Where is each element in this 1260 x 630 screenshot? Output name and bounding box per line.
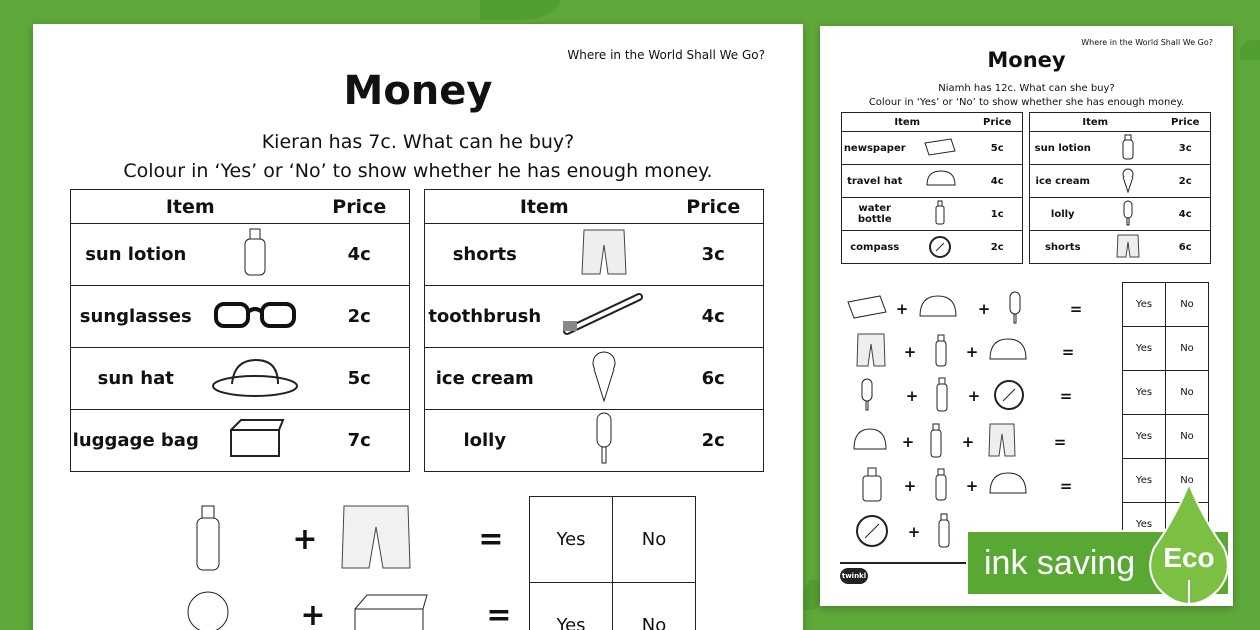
sun-lotion-icon: [193, 502, 223, 576]
item-name: sunglasses: [71, 286, 201, 348]
item-price: 4c: [310, 224, 410, 286]
ice-cream-icon: [545, 348, 664, 410]
sun-lotion-icon: [934, 467, 948, 505]
travel-hat-icon: [850, 425, 890, 459]
yes-option[interactable]: Yes: [1123, 283, 1166, 327]
header-item: Item: [71, 190, 310, 224]
plus-sign: +: [905, 387, 919, 405]
twinkl-logo: twinkl: [840, 568, 868, 584]
yes-option[interactable]: Yes: [1123, 371, 1166, 415]
item-price: 4c: [1161, 198, 1211, 231]
shorts-icon: [988, 422, 1016, 462]
sun-hat-icon: [201, 348, 310, 410]
badge-text: ink saving: [984, 543, 1136, 582]
yes-option[interactable]: Yes: [1123, 327, 1166, 371]
plus-sign: +: [292, 521, 318, 557]
plus-sign: +: [903, 477, 917, 495]
page-title: Money: [987, 48, 1066, 72]
equals-sign: =: [478, 521, 504, 557]
plus-sign: +: [903, 343, 917, 361]
item-price: 2c: [1161, 165, 1211, 198]
answer-box-1: [529, 496, 696, 630]
item-name: sun hat: [71, 348, 201, 410]
no-option[interactable]: No: [613, 497, 696, 583]
item-price: 5c: [973, 132, 1023, 165]
item-name: toothbrush: [425, 286, 545, 348]
item-price: 5c: [310, 348, 410, 410]
price-table-left: [841, 112, 1023, 264]
shorts-icon: [856, 332, 886, 372]
yes-option[interactable]: Yes: [1123, 415, 1166, 459]
leaf-decoration: [1240, 40, 1260, 60]
plus-sign: +: [300, 597, 326, 630]
equals-sign: =: [1053, 433, 1067, 451]
luggage-bag-icon: [201, 410, 310, 472]
sunglasses-icon: [201, 286, 310, 348]
item-price: 6c: [1161, 231, 1211, 264]
water-bottle-icon: [928, 422, 944, 462]
price-table-left: [70, 189, 410, 472]
sum-row-2: [856, 332, 1082, 372]
item-name: lolly: [425, 410, 545, 472]
no-option[interactable]: No: [1166, 371, 1209, 415]
instruction-line-1: Niamh has 12c. What can she buy?: [938, 83, 1115, 94]
plus-sign: +: [961, 433, 975, 451]
compass-icon: [992, 377, 1026, 415]
item-price: 2c: [973, 231, 1023, 264]
lolly-icon: [1008, 290, 1022, 328]
header-item: Item: [842, 113, 973, 132]
instruction-line-2: Colour in ‘Yes’ or ‘No’ to show whether he has enough money.: [123, 160, 713, 182]
item-name: shorts: [1030, 231, 1096, 264]
header-item: Item: [1030, 113, 1161, 132]
plus-sign: +: [965, 343, 979, 361]
item-name: travel hat: [842, 165, 908, 198]
sum-row-5: [860, 466, 1080, 506]
newspaper-icon: [908, 132, 973, 165]
header-item: Item: [425, 190, 664, 224]
ice-cream-icon: [1096, 165, 1161, 198]
shorts-icon: [341, 503, 411, 575]
sum-row-6: [854, 512, 952, 552]
yes-option[interactable]: Yes: [530, 497, 613, 583]
compass-icon: [854, 512, 890, 552]
plus-sign: +: [967, 387, 981, 405]
no-option[interactable]: No: [1166, 327, 1209, 371]
header-price: Price: [1161, 113, 1211, 132]
item-name: newspaper: [842, 132, 908, 165]
water-bottle-icon: [908, 198, 973, 231]
equals-sign: =: [1069, 300, 1083, 318]
sun-lotion-icon: [1096, 132, 1161, 165]
sum-row-2: [185, 588, 529, 630]
equals-sign: =: [1061, 343, 1075, 361]
plus-sign: +: [977, 300, 991, 318]
luggage-bag-icon: [349, 593, 429, 630]
travel-hat-icon: [986, 469, 1030, 503]
item-name: lolly: [1030, 198, 1096, 231]
travel-hat-icon: [916, 292, 960, 326]
equals-sign: =: [1059, 477, 1073, 495]
item-price: 3c: [664, 224, 764, 286]
sum-row-4: [850, 422, 1074, 462]
plus-sign: +: [907, 523, 921, 541]
item-name: water bottle: [842, 198, 908, 231]
item-name: ice cream: [425, 348, 545, 410]
item-name: sun lotion: [71, 224, 201, 286]
yes-option[interactable]: Yes: [1123, 503, 1166, 547]
leaf-decoration: [804, 580, 820, 610]
water-bottle-icon: [934, 376, 950, 416]
item-price: 1c: [973, 198, 1023, 231]
sum-row-1: [846, 290, 1090, 328]
plus-sign: +: [895, 300, 909, 318]
instructions: [820, 82, 1233, 110]
item-name: shorts: [425, 224, 545, 286]
header-price: Price: [664, 190, 764, 224]
item-name: compass: [842, 231, 908, 264]
plus-sign: +: [965, 477, 979, 495]
instruction-line-2: Colour in ‘Yes’ or ‘No’ to show whether she has enough money.: [868, 97, 1185, 108]
topic-label: Where in the World Shall We Go?: [1081, 38, 1213, 47]
item-price: 3c: [1161, 132, 1211, 165]
yes-option[interactable]: Yes: [530, 583, 613, 630]
no-option[interactable]: No: [1166, 459, 1209, 503]
item-price: 4c: [973, 165, 1023, 198]
eco-label: Eco: [1163, 542, 1215, 573]
equals-sign: =: [486, 597, 512, 630]
plus-sign: +: [901, 433, 915, 451]
item-price: 2c: [310, 286, 410, 348]
toothbrush-icon: [545, 286, 664, 348]
item-price: 4c: [664, 286, 764, 348]
price-table-right: [1029, 112, 1211, 264]
topic-label: Where in the World Shall We Go?: [567, 48, 765, 62]
instruction-line-1: Kieran has 7c. What can he buy?: [261, 131, 575, 153]
yes-option[interactable]: Yes: [1123, 459, 1166, 503]
water-bottle-icon: [936, 512, 952, 552]
leaf-decoration: [480, 0, 560, 20]
lolly-icon: [1096, 198, 1161, 231]
no-option[interactable]: No: [1166, 415, 1209, 459]
shorts-icon: [545, 224, 664, 286]
no-option[interactable]: No: [1166, 283, 1209, 327]
item-name: luggage bag: [71, 410, 201, 472]
sun-lotion-icon: [201, 224, 310, 286]
header-price: Price: [973, 113, 1023, 132]
sum-row-1: [193, 502, 521, 576]
item-name: sun lotion: [1030, 132, 1096, 165]
worksheet-kieran: [33, 24, 803, 630]
header-price: Price: [310, 190, 410, 224]
item-price: 2c: [664, 410, 764, 472]
lolly-icon: [545, 410, 664, 472]
instructions: [33, 128, 803, 186]
page-title: Money: [343, 68, 493, 114]
sum-row-3: [860, 376, 1080, 416]
travel-hat-icon: [908, 165, 973, 198]
compass-icon: [908, 231, 973, 264]
eco-drop: [1146, 480, 1232, 608]
newspaper-icon: [846, 294, 888, 324]
sun-lotion-icon: [934, 333, 948, 371]
shorts-icon: [1096, 231, 1161, 264]
price-table-right: [424, 189, 764, 472]
no-option[interactable]: No: [613, 583, 696, 630]
water-bottle-icon: [860, 466, 884, 506]
item-price: 7c: [310, 410, 410, 472]
ice-cream-icon: [185, 588, 231, 630]
item-name: ice cream: [1030, 165, 1096, 198]
lolly-icon: [860, 377, 874, 415]
equals-sign: =: [1059, 387, 1073, 405]
travel-hat-icon: [986, 335, 1030, 369]
item-price: 6c: [664, 348, 764, 410]
